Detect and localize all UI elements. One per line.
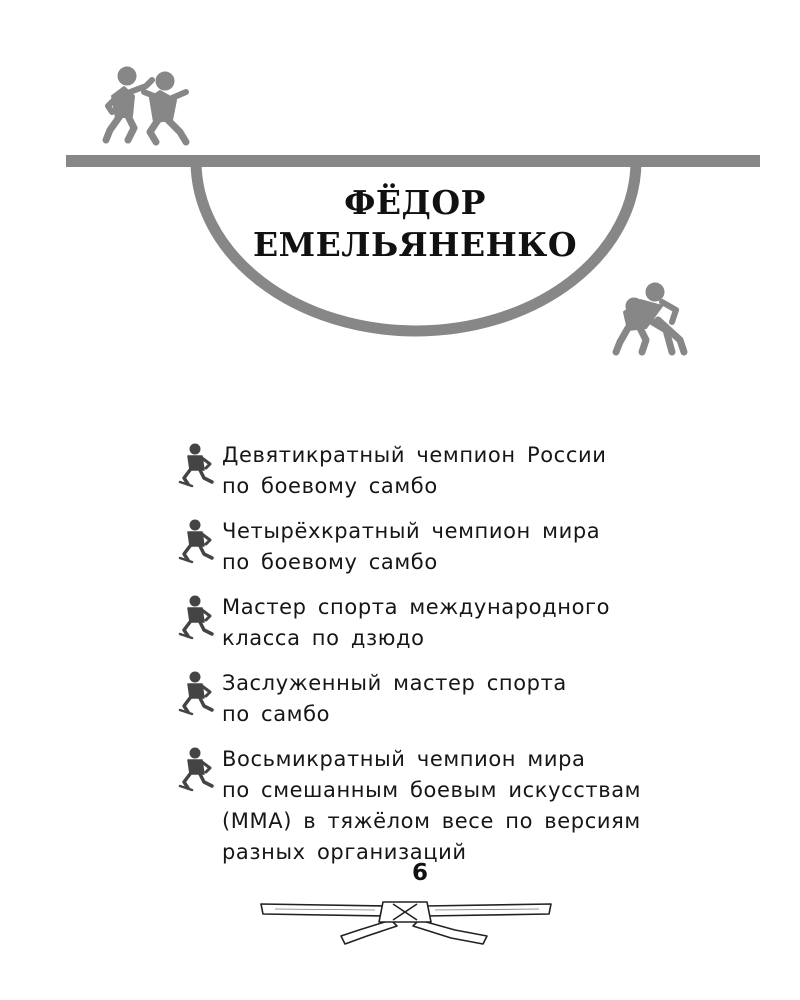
achievement-text-line: по смешанным боевым искусствам: [222, 778, 642, 802]
list-item: [178, 592, 738, 654]
achievement-text-line: Заслуженный мастер спорта: [222, 671, 567, 695]
achievement-text-line: (ММА) в тяжёлом весе по версиям: [222, 809, 641, 833]
list-item: [178, 516, 738, 578]
wrestler-bullet-icon: [178, 518, 218, 564]
boxers-icon: [106, 67, 186, 142]
wrestler-bullet-icon: [178, 670, 218, 716]
wrestler-bullet-icon: [178, 746, 218, 792]
achievements-list: [178, 440, 738, 882]
page-title-last-name: ЕМЕЛЬЯНЕНКО: [252, 225, 578, 264]
page-title-first-name: ФЁДОР: [344, 183, 486, 222]
achievement-text-line: по боевому самбо: [222, 550, 438, 574]
wrestler-bullet-icon: [178, 594, 218, 640]
achievement-text-line: Четырёхкратный чемпион мира: [222, 519, 601, 543]
achievement-text-line: разных организаций: [222, 840, 467, 864]
achievement-text-line: по самбо: [222, 702, 331, 726]
wrestlers-icon: [616, 283, 684, 352]
list-item: [178, 668, 738, 730]
list-item: [178, 440, 738, 502]
list-item: [178, 744, 738, 868]
achievement-text-line: Восьмикратный чемпион мира: [222, 747, 586, 771]
page-number: 6: [411, 860, 428, 886]
achievement-text-line: по боевому самбо: [222, 474, 438, 498]
achievement-text-line: Девятикратный чемпион России: [222, 443, 607, 467]
achievement-text-line: Мастер спорта международного: [222, 595, 611, 619]
header-bar: [66, 155, 760, 167]
karate-belt-icon: [255, 892, 555, 952]
achievement-text-line: класса по дзюдо: [222, 626, 425, 650]
wrestler-bullet-icon: [178, 442, 218, 488]
